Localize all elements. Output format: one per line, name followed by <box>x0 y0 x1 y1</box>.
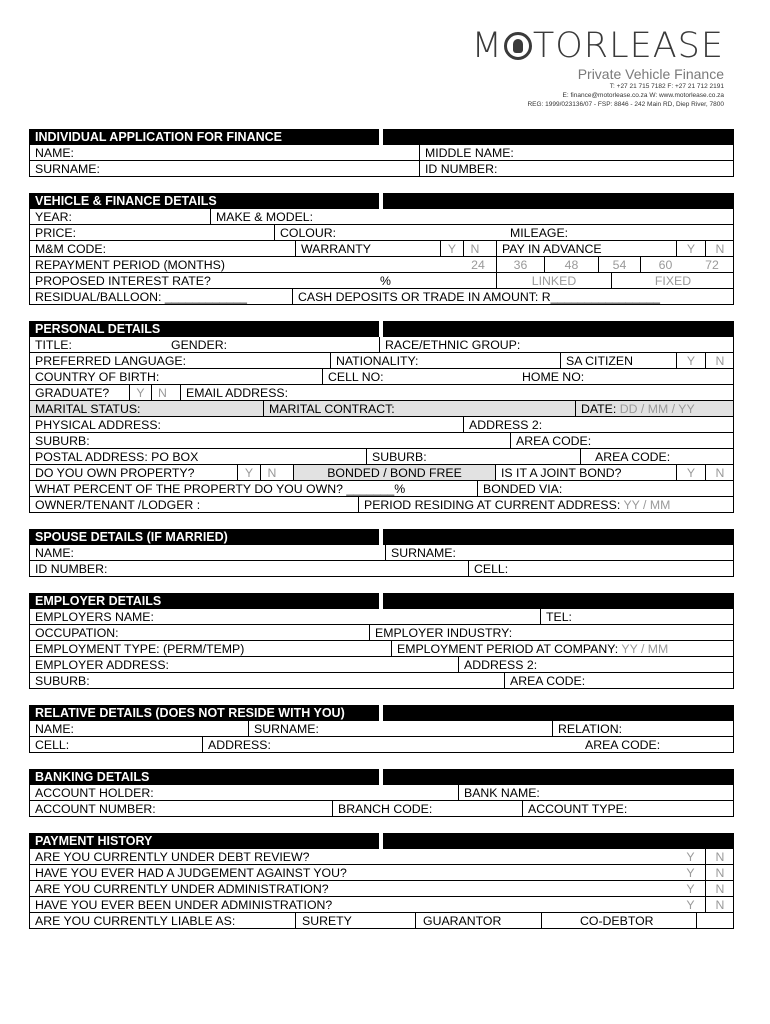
area-code-field[interactable]: AREA CODE: <box>510 433 734 448</box>
graduate-no[interactable]: N <box>151 385 173 400</box>
relative-surname-field[interactable]: SURNAME: <box>248 721 552 736</box>
warranty-no[interactable]: N <box>463 241 486 256</box>
surety-option[interactable]: SURETY <box>295 913 415 928</box>
answer-yes[interactable]: Y <box>686 882 695 896</box>
company-subtitle: Private Vehicle Finance <box>577 66 724 82</box>
form-row <box>29 545 734 561</box>
residual-field[interactable]: RESIDUAL/BALLOON: ____________ <box>35 290 247 304</box>
answer-yes[interactable]: Y <box>686 850 695 864</box>
company-logo: M TORLEASE <box>471 26 724 66</box>
co-debtor-option[interactable]: CO-DEBTOR <box>541 913 696 928</box>
employer-area-code-field[interactable]: AREA CODE: <box>504 673 734 688</box>
language-field[interactable]: PREFERRED LANGUAGE: <box>35 354 187 368</box>
section-personal <box>29 321 734 513</box>
postal-address-field[interactable]: POSTAL ADDRESS: PO BOX <box>35 450 199 464</box>
answer-no[interactable]: N <box>705 849 734 864</box>
section-header: INDIVIDUAL APPLICATION FOR FINANCE <box>29 129 734 145</box>
section-header: PERSONAL DETAILS <box>29 321 734 337</box>
liable-label: ARE YOU CURRENTLY LIABLE AS: <box>35 914 236 928</box>
rate-fixed[interactable]: FIXED <box>611 273 734 288</box>
own-property-no[interactable]: N <box>260 465 283 480</box>
section-header: BANKING DETAILS <box>29 769 734 785</box>
form-row <box>29 209 734 225</box>
section-header: VEHICLE & FINANCE DETAILS <box>29 193 734 209</box>
own-property-label: DO YOU OWN PROPERTY? <box>35 466 195 480</box>
employment-type-field[interactable]: EMPLOYMENT TYPE: (PERM/TEMP) <box>35 642 245 656</box>
joint-bond-label: IS IT A JOINT BOND? <box>495 465 676 480</box>
interest-rate-field[interactable]: PROPOSED INTEREST RATE? <box>35 274 211 288</box>
year-field[interactable]: YEAR: <box>35 210 72 224</box>
form-row <box>29 721 734 737</box>
branch-code-field[interactable]: BRANCH CODE: <box>332 801 522 816</box>
account-holder-field[interactable]: ACCOUNT HOLDER: <box>35 786 154 800</box>
question-row <box>29 913 734 929</box>
employment-period-field[interactable]: EMPLOYMENT PERIOD AT COMPANY: YY / MM <box>391 641 734 656</box>
form-row <box>29 257 734 273</box>
question-label: HAVE YOU EVER BEEN UNDER ADMINISTRATION? <box>35 898 333 912</box>
occupation-field[interactable]: OCCUPATION: <box>35 626 119 640</box>
middle-name-field[interactable]: MIDDLE NAME: <box>419 145 734 160</box>
answer-no[interactable]: N <box>705 897 734 912</box>
cash-deposit-field[interactable]: CASH DEPOSITS OR TRADE IN AMOUNT: R________________ <box>292 289 734 304</box>
section-header: EMPLOYER DETAILS <box>29 593 734 609</box>
relative-address-field[interactable]: ADDRESS: <box>202 737 580 752</box>
form-row <box>29 641 734 657</box>
sa-citizen-label: SA CITIZEN <box>560 353 676 368</box>
cell-no-field[interactable]: CELL NO: <box>322 369 514 384</box>
form-row <box>29 625 734 641</box>
section-individual <box>29 129 734 177</box>
logo-emblem-icon <box>504 32 532 60</box>
contact-email: E: finance@motorlease.co.za W: www.motorlease.co.za <box>562 92 724 99</box>
question-label: ARE YOU CURRENTLY UNDER ADMINISTRATION? <box>35 882 329 896</box>
form-row <box>29 145 734 161</box>
form-row <box>29 497 734 513</box>
period-54[interactable]: 54 <box>598 257 640 272</box>
mm-code-field[interactable]: M&M CODE: <box>35 242 107 256</box>
answer-yes[interactable]: Y <box>686 866 695 880</box>
mileage-field[interactable]: MILEAGE: <box>510 226 569 240</box>
section-payment-history <box>29 833 734 929</box>
country-birth-field[interactable]: COUNTRY OF BIRTH: <box>35 370 160 384</box>
form-row <box>29 465 734 481</box>
question-row <box>29 897 734 913</box>
colour-field[interactable]: COLOUR: <box>274 225 505 240</box>
repayment-label: REPAYMENT PERIOD (MONTHS) <box>35 258 225 272</box>
form-row <box>29 481 734 497</box>
spouse-cell-field[interactable]: CELL: <box>468 561 734 576</box>
date-field[interactable]: DATE: DD / MM / YY <box>575 401 734 416</box>
form-row <box>29 433 734 449</box>
home-no-field[interactable]: HOME NO: <box>522 370 585 384</box>
industry-field[interactable]: EMPLOYER INDUSTRY: <box>369 625 734 640</box>
form-row <box>29 785 734 801</box>
bank-name-field[interactable]: BANK NAME: <box>458 785 734 800</box>
postal-area-code-field[interactable]: AREA CODE: <box>580 449 734 464</box>
form-row <box>29 225 734 241</box>
section-relative <box>29 705 734 753</box>
section-employer <box>29 593 734 689</box>
relative-area-code-field[interactable]: AREA CODE: <box>585 738 661 752</box>
bonded-free-option[interactable]: BONDED / BOND FREE <box>293 465 495 480</box>
section-vehicle <box>29 193 734 305</box>
title-field[interactable]: TITLE: <box>35 338 72 352</box>
id-number-field[interactable]: ID NUMBER: <box>419 161 734 176</box>
gender-field[interactable]: GENDER: <box>171 338 228 352</box>
marital-contract-field[interactable]: MARITAL CONTRACT: <box>263 401 575 416</box>
pay-advance-label: PAY IN ADVANCE <box>496 241 676 256</box>
email-field[interactable]: EMAIL ADDRESS: <box>180 385 734 400</box>
period-48[interactable]: 48 <box>544 257 598 272</box>
warranty-yes[interactable]: Y <box>440 241 463 256</box>
company-registration: REG: 1999/023136/07 - FSP: 8846 - 242 Main RD, Diep River, 7800 <box>527 101 724 108</box>
joint-bond-yes[interactable]: Y <box>676 465 705 480</box>
form-row <box>29 609 734 625</box>
answer-yes[interactable]: Y <box>686 898 695 912</box>
surname-field[interactable]: SURNAME: <box>35 162 100 176</box>
section-header: SPOUSE DETAILS (IF MARRIED) <box>29 529 734 545</box>
relative-cell-field[interactable]: CELL: <box>35 738 70 752</box>
form-row <box>29 417 734 433</box>
employer-address2-field[interactable]: ADDRESS 2: <box>458 657 734 672</box>
form-row <box>29 673 734 689</box>
liable-box[interactable] <box>696 913 734 928</box>
make-model-field[interactable]: MAKE & MODEL: <box>210 209 734 224</box>
spouse-surname-field[interactable]: SURNAME: <box>385 545 734 560</box>
section-header: RELATIVE DETAILS (DOES NOT RESIDE WITH YOU) <box>29 705 734 721</box>
pay-advance-no[interactable]: N <box>705 241 734 256</box>
sa-citizen-no[interactable]: N <box>705 353 734 368</box>
form-row <box>29 289 734 305</box>
marital-status-field[interactable]: MARITAL STATUS: <box>35 402 141 416</box>
form-row <box>29 737 734 753</box>
period-36[interactable]: 36 <box>496 257 544 272</box>
question-row <box>29 881 734 897</box>
race-field[interactable]: RACE/ETHNIC GROUP: <box>379 337 734 352</box>
account-number-field[interactable]: ACCOUNT NUMBER: <box>35 802 156 816</box>
period-24[interactable]: 24 <box>471 258 485 272</box>
address2-field[interactable]: ADDRESS 2: <box>463 417 734 432</box>
form-row <box>29 353 734 369</box>
bonded-via-field[interactable]: BONDED VIA: <box>477 481 734 496</box>
pay-advance-yes[interactable]: Y <box>676 241 705 256</box>
form-row <box>29 449 734 465</box>
answer-no[interactable]: N <box>705 881 734 896</box>
form-row <box>29 401 734 417</box>
price-field[interactable]: PRICE: <box>35 226 76 240</box>
name-field[interactable]: NAME: <box>35 146 74 160</box>
question-label: ARE YOU CURRENTLY UNDER DEBT REVIEW? <box>35 850 310 864</box>
suburb-field[interactable]: SUBURB: <box>35 434 90 448</box>
graduate-label: GRADUATE? <box>35 386 110 400</box>
period-residing-field[interactable]: PERIOD RESIDING AT CURRENT ADDRESS: YY / MM <box>358 497 734 512</box>
form-row <box>29 369 734 385</box>
employer-suburb-field[interactable]: SUBURB: <box>35 674 90 688</box>
spouse-id-field[interactable]: ID NUMBER: <box>35 562 108 576</box>
form-row <box>29 161 734 177</box>
letterhead <box>0 0 770 120</box>
physical-address-field[interactable]: PHYSICAL ADDRESS: <box>35 418 161 432</box>
relative-name-field[interactable]: NAME: <box>35 722 74 736</box>
form-row <box>29 273 734 289</box>
question-label: HAVE YOU EVER HAD A JUDGEMENT AGAINST YOU? <box>35 866 347 880</box>
employers-name-field[interactable]: EMPLOYERS NAME: <box>35 610 154 624</box>
owner-tenant-field[interactable]: OWNER/TENANT /LODGER : <box>35 498 201 512</box>
spouse-name-field[interactable]: NAME: <box>35 546 74 560</box>
section-banking <box>29 769 734 817</box>
form-row <box>29 385 734 401</box>
postal-suburb-field[interactable]: SUBURB: <box>366 449 580 464</box>
joint-bond-no[interactable]: N <box>705 465 734 480</box>
rate-linked[interactable]: LINKED <box>496 273 611 288</box>
question-row <box>29 865 734 881</box>
form-row <box>29 561 734 577</box>
employer-tel-field[interactable]: TEL: <box>540 609 734 624</box>
section-spouse <box>29 529 734 577</box>
warranty-label: WARRANTY <box>295 241 440 256</box>
percent-sign: % <box>380 274 391 288</box>
section-header: PAYMENT HISTORY <box>29 833 734 849</box>
employer-address-field[interactable]: EMPLOYER ADDRESS: <box>35 658 169 672</box>
relation-field[interactable]: RELATION: <box>552 721 734 736</box>
form-row <box>29 241 734 257</box>
question-row <box>29 849 734 865</box>
graduate-yes[interactable]: Y <box>129 385 151 400</box>
period-72[interactable]: 72 <box>705 258 719 272</box>
own-property-yes[interactable]: Y <box>237 465 260 480</box>
sa-citizen-yes[interactable]: Y <box>676 353 705 368</box>
period-60[interactable]: 60 <box>640 257 690 272</box>
nationality-field[interactable]: NATIONALITY: <box>330 353 560 368</box>
contact-phone: T: +27 21 715 7182 F: +27 21 712 2191 <box>609 83 724 90</box>
percent-owned-field[interactable]: WHAT PERCENT OF THE PROPERTY DO YOU OWN? _______% <box>35 482 406 496</box>
form-row <box>29 801 734 817</box>
account-type-field[interactable]: ACCOUNT TYPE: <box>522 801 734 816</box>
form-row <box>29 337 734 353</box>
answer-no[interactable]: N <box>705 865 734 880</box>
form-row <box>29 657 734 673</box>
guarantor-option[interactable]: GUARANTOR <box>415 913 541 928</box>
